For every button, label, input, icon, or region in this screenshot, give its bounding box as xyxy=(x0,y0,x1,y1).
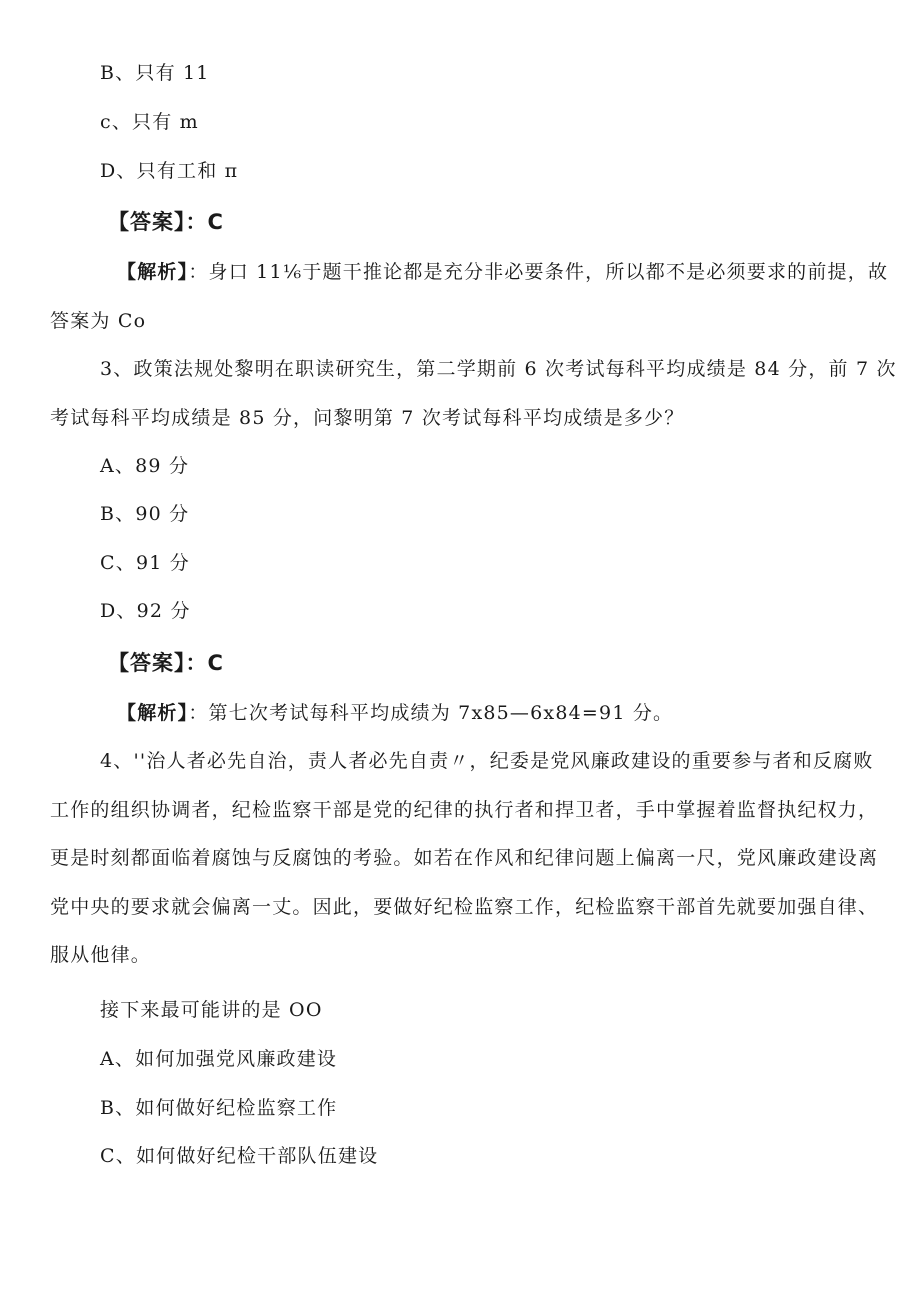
q3-analysis xyxy=(117,699,673,727)
q4-option-b: B、如何做好纪检监察工作 xyxy=(100,1097,338,1119)
q2-option-d: D、只有工和 π xyxy=(100,160,239,182)
q2-option-b: B、只有 11 xyxy=(100,62,210,84)
q3-analysis-label: 【解析】 xyxy=(117,702,189,724)
q2-option-c: c、只有 m xyxy=(100,111,199,133)
q2-analysis-text: ：身口 11⅙于题干推论都是充分非必要条件，所以都不是必须要求的前提，故 xyxy=(188,261,889,283)
q3-stem-line1: 3、政策法规处黎明在职读研究生，第二学期前 6 次考试每科平均成绩是 84 分，前 7 次 xyxy=(100,358,897,380)
q3-option-a: A、89 分 xyxy=(100,455,190,477)
q4-stem-line3: 更是时刻都面临着腐蚀与反腐蚀的考验。如若在作风和纪律问题上偏离一尺，党风廉政建设离 xyxy=(50,847,879,869)
q2-analysis-line1 xyxy=(117,258,888,286)
q2-answer: 【答案】：C xyxy=(108,210,224,234)
q3-option-b: B、90 分 xyxy=(100,503,190,525)
q4-stem-line2: 工作的组织协调者，纪检监察干部是党的纪律的执行者和捍卫者，手中掌握着监督执纪权力， xyxy=(50,799,879,821)
q4-option-c: C、如何做好纪检干部队伍建设 xyxy=(100,1145,379,1167)
q3-stem-line2: 考试每科平均成绩是 85 分，问黎明第 7 次考试每科平均成绩是多少？ xyxy=(50,407,685,429)
q2-analysis-label: 【解析】 xyxy=(117,261,189,283)
q3-answer: 【答案】：C xyxy=(108,651,224,675)
q4-option-a: A、如何加强党风廉政建设 xyxy=(100,1048,338,1070)
q4-prompt: 接下来最可能讲的是 OO xyxy=(100,999,323,1021)
q3-option-d: D、92 分 xyxy=(100,600,191,622)
q4-stem-line5: 服从他律。 xyxy=(50,944,152,966)
q4-stem-line1: 4、''治人者必先自治，责人者必先自责〃，纪委是党风廉政建设的重要参与者和反腐败 xyxy=(100,750,874,772)
q2-analysis-line2: 答案为 Co xyxy=(50,310,147,332)
q3-analysis-text: ：第七次考试每科平均成绩为 7x85—6x84=91 分。 xyxy=(188,702,674,724)
q4-stem-line4: 党中央的要求就会偏离一丈。因此，要做好纪检监察工作，纪检监察干部首先就要加强自律、 xyxy=(50,896,879,918)
q3-option-c: C、91 分 xyxy=(100,552,190,574)
